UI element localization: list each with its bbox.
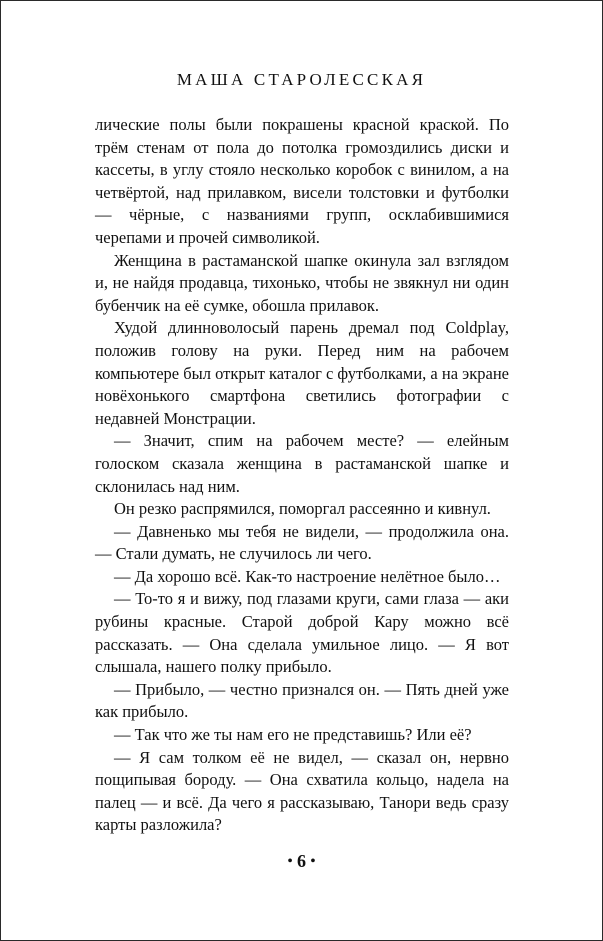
running-head: МАША СТАРОЛЕССКАЯ [176, 70, 427, 89]
body-text [95, 114, 509, 837]
page-number-folio [1, 849, 602, 874]
paragraph-3: Худой длинноволосый парень дремал под Coldplay, положив голову на руки. Перед ним на рабочем компьютере был открыт каталог с футболками, а на экране новёхонького смартфона светились фотографии с недавней Монстрации. [95, 318, 509, 428]
page-number: 6 [297, 851, 306, 871]
folio-dot-left: • [287, 854, 293, 869]
paragraph-5: Он резко распрямился, поморгал рассеянно и кивнул. [114, 499, 491, 519]
paragraph-9: — Прибыло, — честно признался он. — Пять дней уже как прибыло. [95, 679, 509, 722]
paragraph-11: — Я сам толком её не видел, — сказал он, нервно пощипывая бороду. — Она схватила кольцо, надела на палец — и всё. Да чего я рассказываю, Танори ведь сразу карты разложила? [95, 747, 509, 835]
folio-dot-right: • [310, 854, 316, 869]
paragraph-4: — Значит, спим на рабочем месте? — елейным голоском сказала женщина в растаманской шапке и склонилась над ним. [95, 431, 509, 496]
paragraph-10: — Так что же ты нам его не представишь? Или её? [114, 725, 472, 745]
paragraph-1: лические полы были покрашены красной краской. По трём стенам от пола до потолка громоздились диски и кассеты, в углу стояло несколько коробок с винилом, а на четвёртой, над прилавком, висели толстовки и футболки — чёрные, с названиями групп, осклабившимися черепами и прочей символикой. [95, 115, 509, 247]
paragraph-6: — Давненько мы тебя не видели, — продолжила она. — Стали думать, не случилось ли чего. [95, 521, 509, 564]
paragraph-8: — То-то я и вижу, под глазами круги, сами глаза — аки рубины красные. Старой доброй Кару можно всё рассказать. — Она сделала умильное лицо. — Я вот слышала, нашего полку прибыло. [95, 589, 509, 677]
paragraph-2: Женщина в растаманской шапке окинула зал взглядом и, не найдя продавца, тихонько, чтобы не звякнул ни один бубенчик на её сумке, обошла прилавок. [95, 250, 509, 315]
paragraph-7: — Да хорошо всё. Как-то настроение нелётное было… [114, 566, 501, 586]
